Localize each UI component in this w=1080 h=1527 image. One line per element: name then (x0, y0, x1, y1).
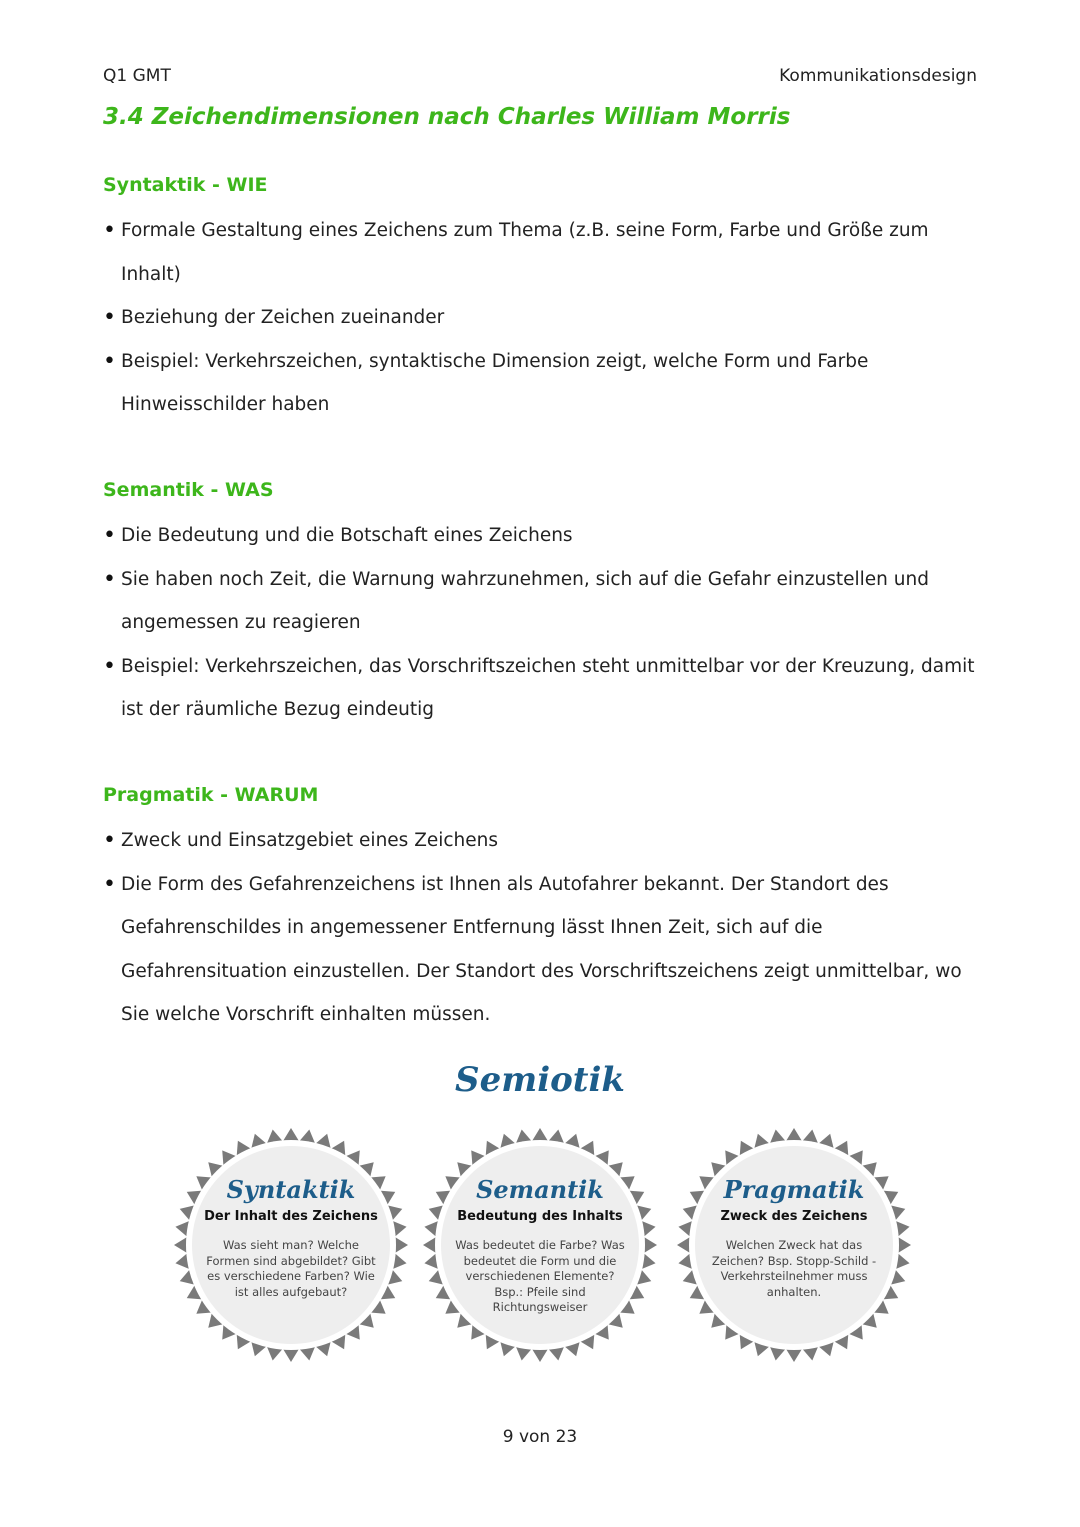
badge-subtitle: Bedeutung des Inhalts (457, 1209, 623, 1224)
header-subject: Kommunikationsdesign (779, 66, 977, 86)
badge-subtitle: Zweck des Zeichens (720, 1209, 868, 1224)
badge-subtitle: Der Inhalt des Zeichens (204, 1209, 378, 1224)
badge-semantik (420, 1125, 660, 1365)
section-heading: Syntaktik - WIE (103, 174, 268, 196)
diagram-title: Semiotik (455, 1060, 625, 1100)
seal-tooth (786, 1128, 802, 1141)
seal-tooth (898, 1237, 911, 1253)
seal-tooth (644, 1237, 657, 1253)
section-heading: Semantik - WAS (103, 479, 274, 501)
bullet-list (103, 209, 983, 427)
badge-name: Syntaktik (226, 1175, 356, 1204)
list-item: • Die Bedeutung und die Botschaft eines Zeichens (103, 514, 983, 558)
badge-description: Welchen Zweck hat das Zeichen? Bsp. Stopp-Schild - Verkehrsteilnehmer muss anhalten. (711, 1238, 877, 1299)
bullet-list (103, 819, 983, 1037)
seal-tooth (423, 1237, 436, 1253)
seal-tooth (532, 1349, 548, 1362)
badge-syntaktik (171, 1125, 411, 1365)
section-heading: Pragmatik - WARUM (103, 784, 319, 806)
badge-name: Semantik (476, 1175, 604, 1204)
list-item: • Beispiel: Verkehrszeichen, das Vorschriftszeichen steht unmittelbar vor der Kreuzung, damit ist der räumliche Bezug eindeutig (103, 645, 983, 732)
list-item: • Die Form des Gefahrenzeichens ist Ihnen als Autofahrer bekannt. Der Standort des Gefahrenschildes in angemessener Entfernung lässt Ihnen Zeit, sich auf die Gefahrensituation einzustellen. Der Standort des Vorschriftszeichens zeigt unmittelbar, wo Sie welche Vorschrift einhalten müssen. (103, 863, 983, 1037)
list-item: • Formale Gestaltung eines Zeichens zum Thema (z.B. seine Form, Farbe und Größe zum Inhalt) (103, 209, 983, 296)
header-course: Q1 GMT (103, 66, 171, 86)
section-pragmatik (103, 781, 983, 1037)
seal-tooth (283, 1128, 299, 1141)
list-item: • Beispiel: Verkehrszeichen, syntaktische Dimension zeigt, welche Form und Farbe Hinweisschilder haben (103, 340, 983, 427)
badge-pragmatik (674, 1125, 914, 1365)
seal-tooth (532, 1128, 548, 1141)
list-item: • Beziehung der Zeichen zueinander (103, 296, 983, 340)
badge-description: Was sieht man? Welche Formen sind abgebildet? Gibt es verschiedene Farben? Wie ist alles aufgebaut? (206, 1238, 376, 1299)
section-semantik (103, 476, 983, 732)
badge-name: Pragmatik (723, 1175, 865, 1204)
badge-description: Was bedeutet die Farbe? Was bedeutet die Form und die verschiedenen Elemente? Bsp.: Pfeile sind Richtungsweiser (455, 1238, 625, 1314)
section-syntaktik (103, 171, 983, 427)
seal-tooth (786, 1349, 802, 1362)
list-item: • Sie haben noch Zeit, die Warnung wahrzunehmen, sich auf die Gefahr einzustellen und angemessen zu reagieren (103, 558, 983, 645)
seal-tooth (677, 1237, 690, 1253)
semiotik-diagram (0, 1125, 1080, 1375)
seal-tooth (283, 1349, 299, 1362)
seal-tooth (395, 1237, 408, 1253)
bullet-list (103, 514, 983, 732)
seal-tooth (174, 1237, 187, 1253)
list-item: • Zweck und Einsatzgebiet eines Zeichens (103, 819, 983, 863)
page-number: 9 von 23 (502, 1427, 578, 1447)
page-title: 3.4 Zeichendimensionen nach Charles William Morris (103, 104, 791, 130)
